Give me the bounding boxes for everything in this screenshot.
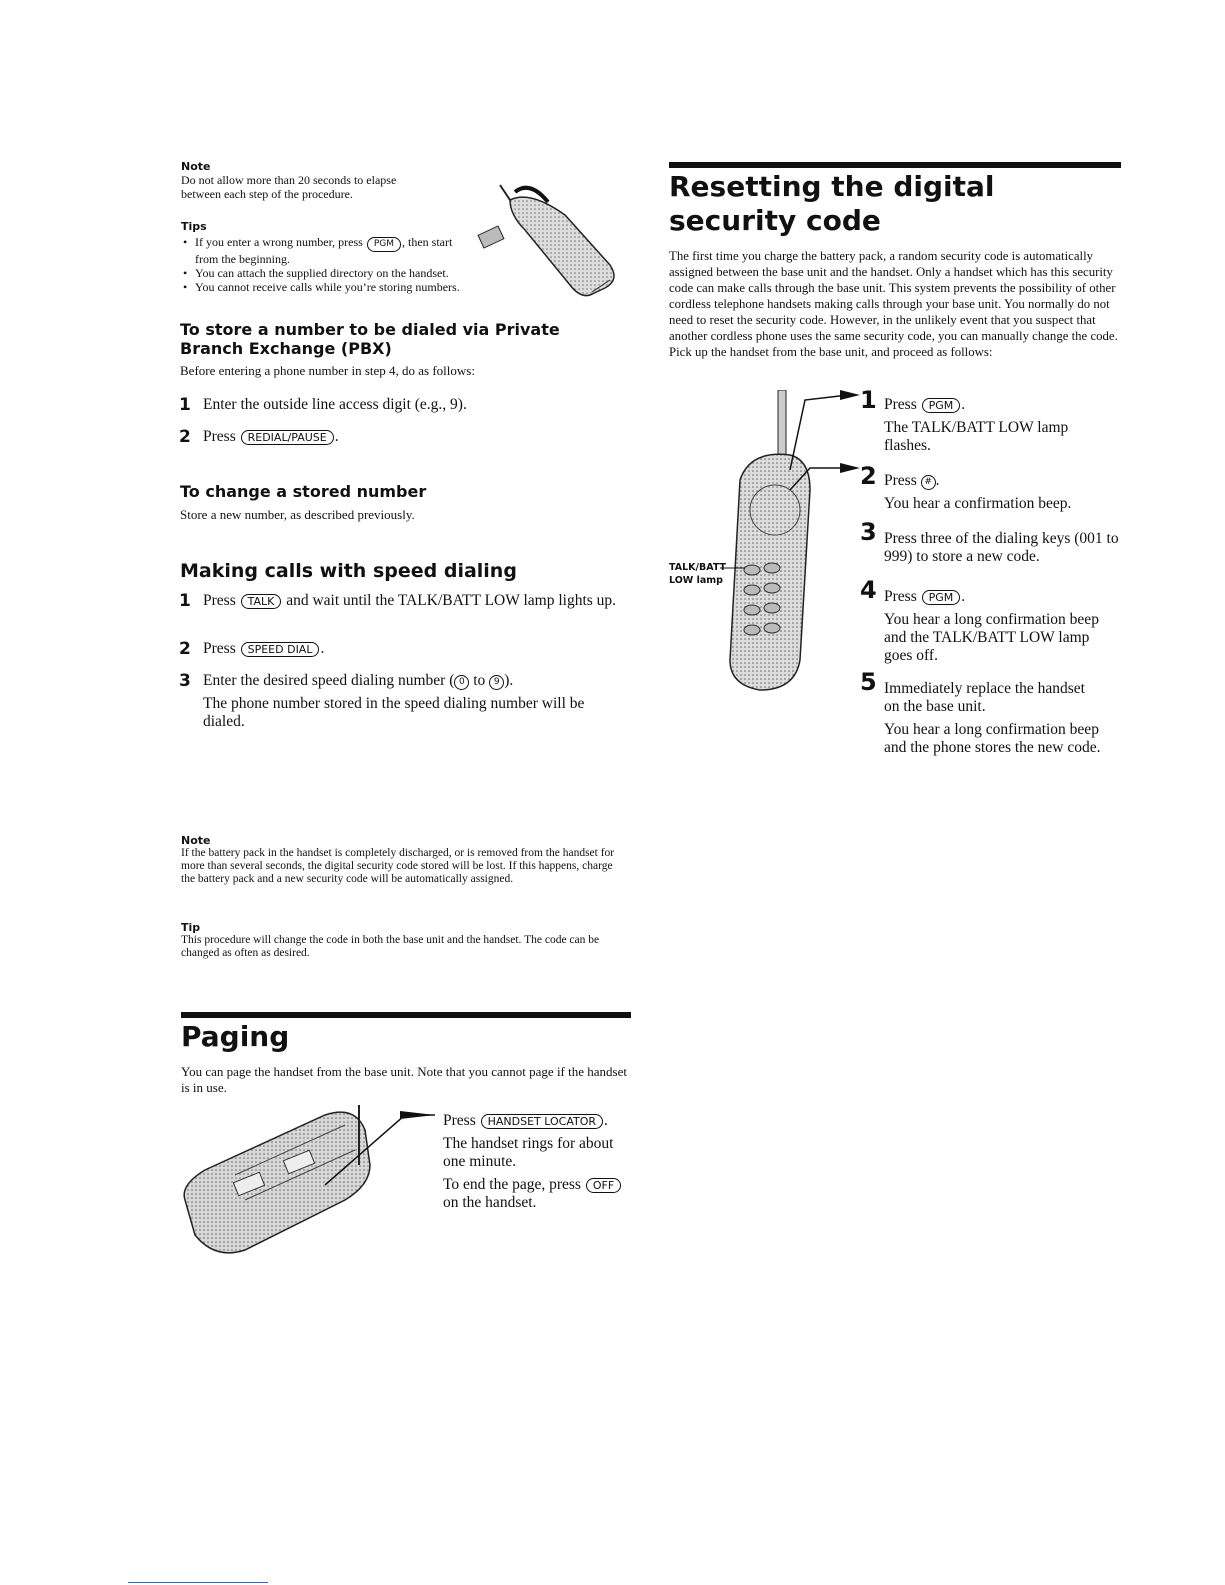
tips-title: Tips: [181, 220, 207, 233]
off-key-icon: OFF: [586, 1178, 621, 1193]
speed-step-3: 3 Enter the desired speed dialing number ( 0 to 9 ). The phone number stored in the speed dialing number will be dialed.: [203, 672, 623, 736]
pbx-intro: Before entering a phone number in step 4, do as follows:: [180, 363, 475, 378]
pgm-key-icon: PGM: [922, 398, 961, 413]
pound-key-icon: #: [921, 475, 936, 490]
note-text: If the battery pack in the handset is completely discharged, or is removed from the handset for more than several seconds, the digital security code stored will be lost. If this happens, charge the battery pack and a new security code will be automatically assigned.: [181, 847, 615, 885]
step-number: 1: [179, 395, 191, 415]
step-number: 3: [179, 671, 191, 691]
change-heading: To change a stored number: [180, 482, 427, 501]
paging-heading: Paging: [181, 1020, 290, 1053]
step-number: 1: [860, 386, 877, 414]
step-number: 2: [179, 427, 191, 447]
note-text: Do not allow more than 20 seconds to elapse between each step of the procedure.: [181, 173, 397, 201]
paging-rule: [181, 1012, 631, 1018]
step-number: 5: [860, 668, 877, 696]
zero-key-icon: 0: [454, 675, 469, 690]
lamp-label: TALK/BATT LOW lamp: [669, 562, 727, 586]
speed-heading: Making calls with speed dialing: [180, 560, 517, 582]
handset-locator-key-icon: HANDSET LOCATOR: [481, 1114, 603, 1129]
pbx-step-2: 2 Press REDIAL/PAUSE .: [179, 427, 339, 447]
tip-item: • If you enter a wrong number, press PGM , then start from the beginning.: [181, 235, 470, 266]
pgm-key-icon: PGM: [367, 237, 401, 252]
resetting-intro: The first time you charge the battery pack, a random security code is automatically assigned between the base unit and the handset. Only a handset which has this security code can make calls through the base unit. This system prevents the possibility of other cordless telephone handsets making calls through your base unit. You normally do not need to reset the security code. However, in the unlikely event that you suspect that another cordless phone uses the same security code, you can manually change the code. Pick up the handset from the base unit, and proceed as follows:: [669, 249, 1118, 359]
tip-title: Tip: [181, 921, 201, 934]
reset-step-5: Immediately replace the handset on the base unit. You hear a long confirmation beep and the phone stores the new code.: [884, 680, 1119, 762]
speed-step-1: 1 Press TALK and wait until the TALK/BATT LOW lamp lights up.: [179, 591, 617, 611]
step-number: 3: [860, 518, 877, 546]
speed-dial-key-icon: SPEED DIAL: [241, 642, 320, 657]
speed-step-2: 2 Press SPEED DIAL .: [179, 639, 325, 659]
step-result: The TALK/BATT LOW lamp flashes.: [884, 419, 1069, 454]
handset-directory-illustration: [470, 180, 630, 302]
pbx-heading: To store a number to be dialed via Private Branch Exchange (PBX): [180, 320, 560, 358]
change-text: Store a new number, as described previously.: [180, 507, 415, 522]
reset-step-1: Press PGM . The TALK/BATT LOW lamp flashes.: [884, 396, 1119, 460]
step-result: The handset rings for about one minute.: [443, 1135, 614, 1170]
tip-text: This procedure will change the code in both the base unit and the handset. The code can be changed as often as desired.: [181, 934, 600, 959]
pgm-key-icon: PGM: [922, 590, 961, 605]
step-result: The phone number stored in the speed dialing number will be dialed.: [203, 695, 585, 730]
step-result: You hear a confirmation beep.: [884, 495, 1072, 512]
note-block: [181, 160, 431, 201]
step-result: To end the page, press OFF on the handset.: [443, 1176, 633, 1212]
reset-step-4: Press PGM . You hear a long confirmation beep and the TALK/BATT LOW lamp goes off.: [884, 588, 1119, 670]
step-result: You hear a long confirmation beep and the phone stores the new code.: [884, 721, 1101, 756]
pbx-step-1: 1 Enter the outside line access digit (e.g., 9).: [179, 395, 467, 415]
step-number: 4: [860, 576, 877, 604]
bottom-link-line: [128, 1582, 268, 1583]
note-title: Note: [181, 160, 211, 173]
tip-item: • You can attach the supplied directory on the handset.: [181, 266, 501, 280]
base-unit-illustration: [175, 1105, 450, 1260]
tip2-block: [181, 921, 621, 960]
resetting-rule: [669, 162, 1121, 168]
reset-step-3: Press three of the dialing keys (001 to 999) to store a new code.: [884, 530, 1119, 565]
nine-key-icon: 9: [489, 675, 504, 690]
resetting-heading: Resetting the digital security code: [669, 170, 995, 237]
step-number: 2: [860, 462, 877, 490]
reset-step-2: Press # . You hear a confirmation beep.: [884, 472, 1119, 518]
step-number: 1: [179, 591, 191, 611]
note-title: Note: [181, 834, 211, 847]
step-result: You hear a long confirmation beep and the TALK/BATT LOW lamp goes off.: [884, 611, 1099, 664]
tips-list: [181, 235, 501, 294]
step-number: 2: [179, 639, 191, 659]
paging-intro: You can page the handset from the base unit. Note that you cannot page if the handset is in use.: [181, 1064, 627, 1095]
tips-block: [181, 220, 501, 294]
redial-pause-key-icon: REDIAL/PAUSE: [241, 430, 334, 445]
tip-item: • You cannot receive calls while you’re storing numbers.: [181, 280, 501, 294]
talk-key-icon: TALK: [241, 594, 282, 609]
paging-step: Press HANDSET LOCATOR . The handset rings for about one minute. To end the page, press OFF on the handset.: [443, 1112, 643, 1217]
note2-block: [181, 834, 621, 886]
